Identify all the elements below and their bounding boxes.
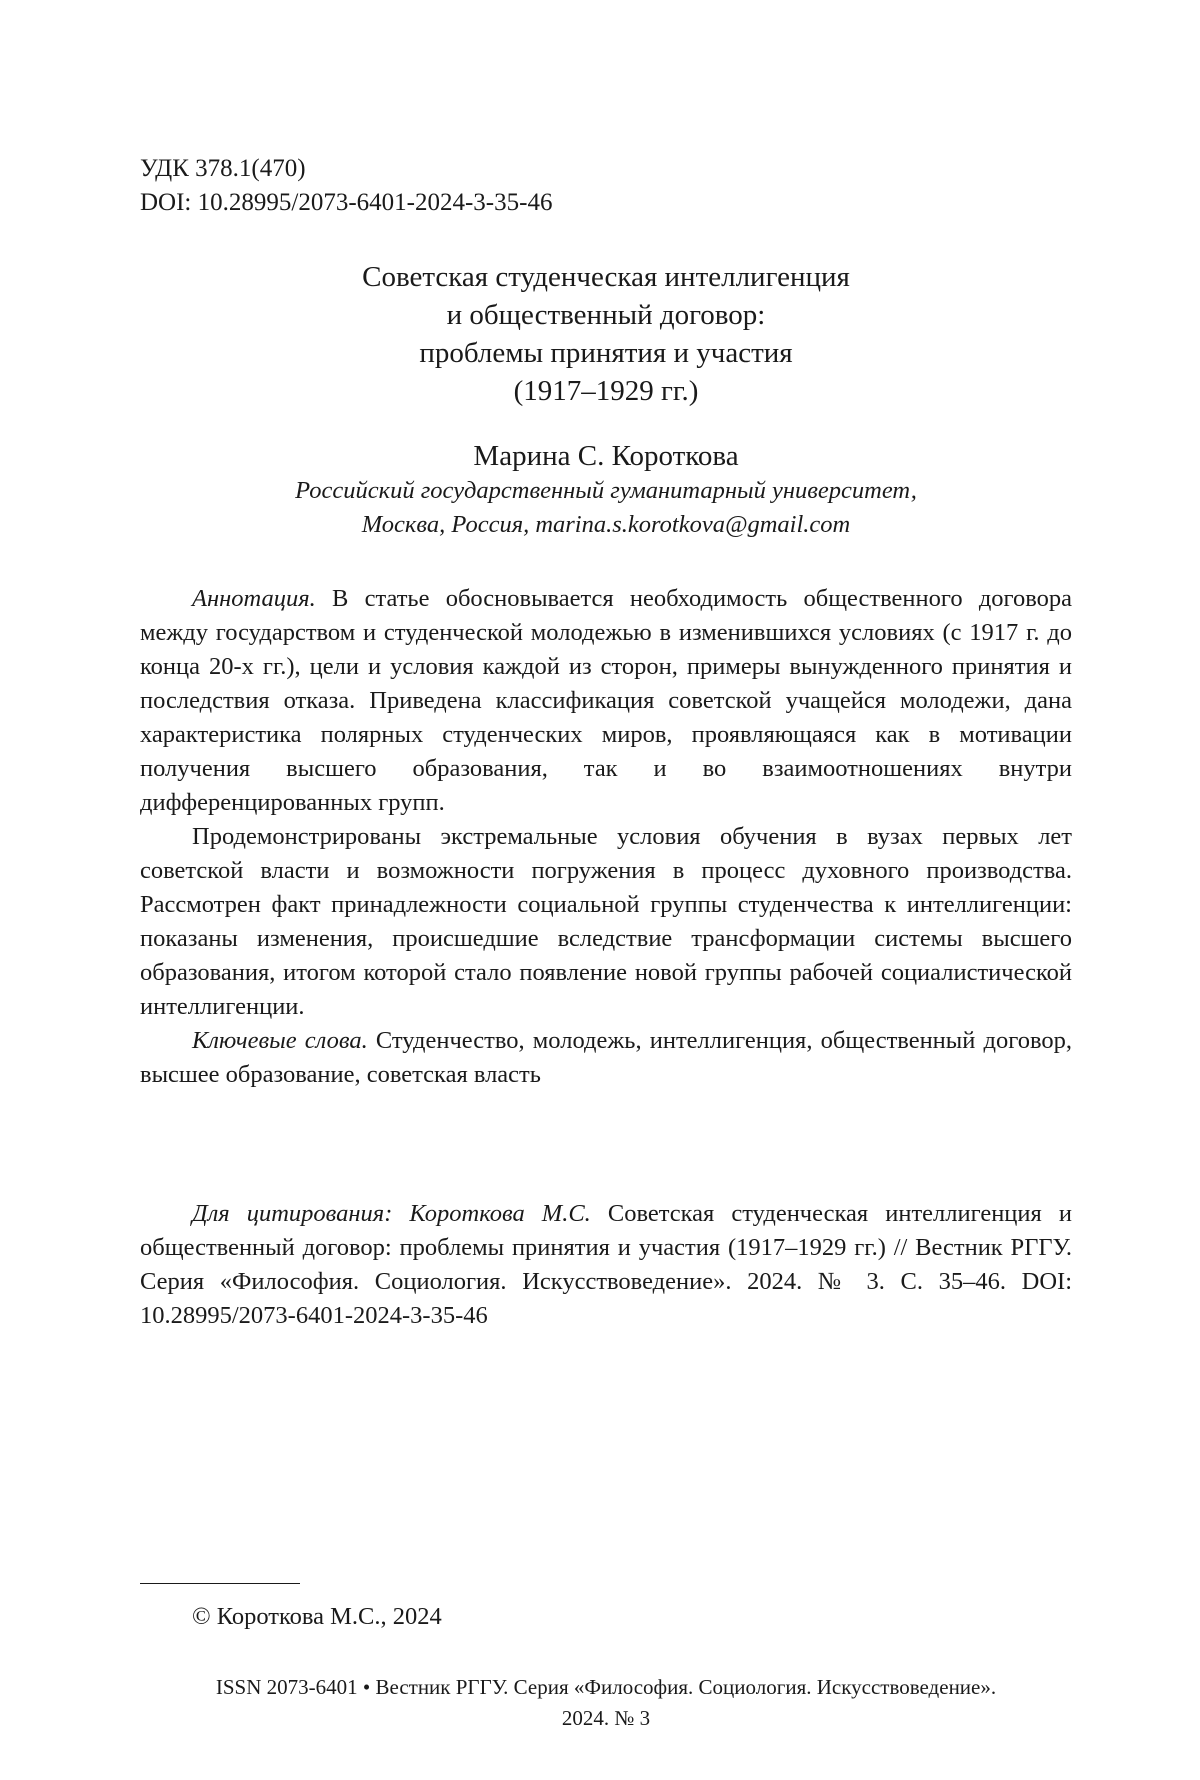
author-name: Марина С. Короткова [473, 440, 739, 472]
affiliation-line-1: Российский государственный гуманитарный университет, [295, 477, 917, 504]
abstract-text-1: В статье обосновывается необходимость общественного договора между государством и студенческой молодежью в изменившихся условиях (с 1917 г. до конца 20-х гг.), цели и условия каждой из сторон, примеры вынужденного принятия и последствия отказа. Приведена классификация советской учащейся молодежи, дана характеристика полярных студенческих миров, проявляющаяся как в мотивации получения высшего образования, так и во взаимоотношениях внутри дифференцированных групп. [140, 585, 1072, 816]
citation-block [140, 1197, 1072, 1333]
keywords-text: Студенчество, молодежь, интеллигенция, общественный договор, высшее образование, советская власть [140, 1027, 1072, 1088]
title-line-4: (1917–1929 гг.) [513, 375, 699, 407]
title-line-3: проблемы принятия и участия [419, 337, 793, 369]
journal-footer [140, 1672, 1072, 1734]
abstract-paragraph-2: Продемонстрированы экстремальные условия обучения в вузах первых лет советской власти и возможности погружения в процесс духовного производства. Рассмотрен факт принадлежности социальной группы студенчества к интеллигенции: показаны изменения, происшедшие вследствие трансформации системы высшего образования, итогом которой стало появление новой группы рабочей социалистической интеллигенции. [140, 823, 1072, 1020]
abstract-paragraph-1 [140, 582, 1072, 820]
footnote-divider [140, 1583, 300, 1584]
udk-doi-block [140, 152, 552, 220]
title-line-2: и общественный договор: [446, 299, 766, 331]
citation-label: Для цитирования: Короткова М.С. [192, 1200, 591, 1227]
copyright-note: © Короткова М.С., 2024 [192, 1603, 442, 1630]
article-page [140, 0, 1072, 1780]
footer-issue-line: 2024. № 3 [561, 1706, 651, 1730]
affiliation-line-2: Москва, Россия, marina.s.korotkova@gmail.com [361, 511, 851, 538]
footer-issn-line: ISSN 2073-6401 • Вестник РГГУ. Серия «Философия. Социология. Искусствоведение». [215, 1675, 997, 1699]
abstract-block [140, 582, 1072, 1092]
udk-code: УДК 378.1(470) [140, 155, 306, 182]
keywords-paragraph [140, 1024, 1072, 1092]
citation-paragraph [140, 1197, 1072, 1333]
doi-code: DOI: 10.28995/2073-6401-2024-3-35-46 [140, 189, 553, 216]
title-line-1: Советская студенческая интеллигенция [362, 261, 850, 293]
abstract-label: Аннотация. [192, 585, 316, 612]
author-affiliation [140, 474, 1072, 542]
keywords-label: Ключевые слова. [192, 1027, 368, 1054]
article-title [140, 258, 1072, 410]
citation-text: Советская студенческая интеллигенция и общественный договор: проблемы принятия и участия (1917–1929 гг.) // Вестник РГГУ. Серия «Философия. Социология. Искусствоведение». 2024. № 3. С. 35–46. DOI: 10.28995/2073-6401-2024-3-35-46 [140, 1200, 1072, 1329]
